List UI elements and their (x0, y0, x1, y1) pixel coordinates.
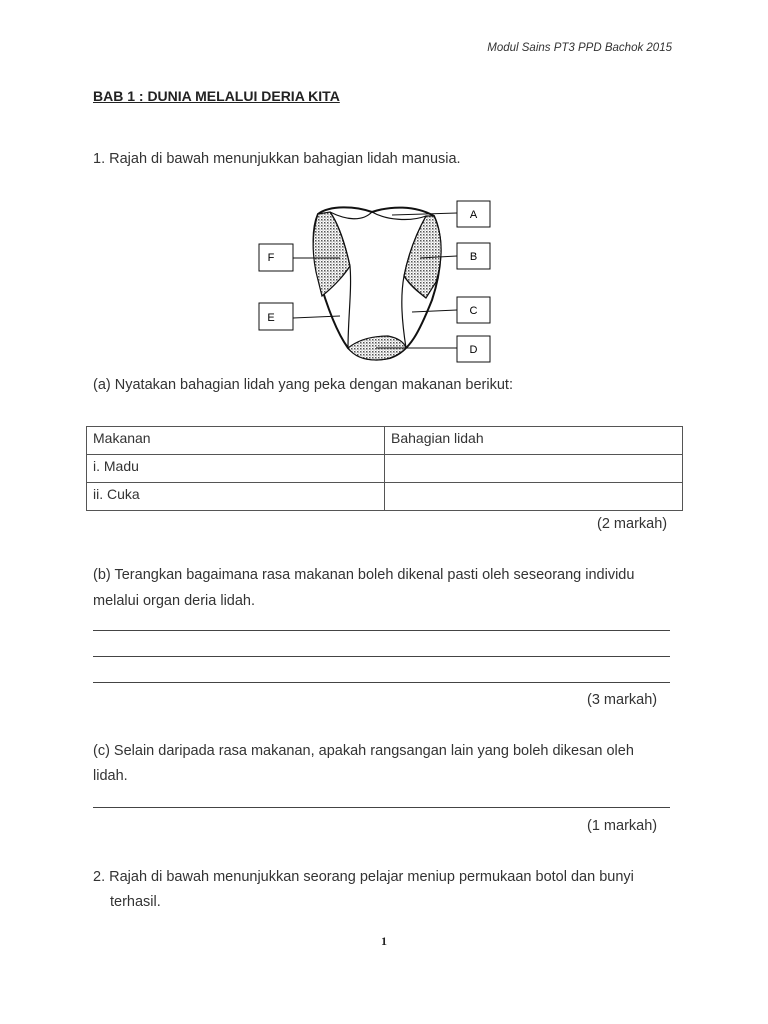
svg-text:F: F (267, 252, 275, 264)
table-row (87, 483, 683, 511)
page-header: Modul Sains PT3 PPD Bachok 2015 (487, 42, 672, 54)
answer-line[interactable] (93, 656, 670, 657)
table-header-row (87, 427, 683, 455)
table-header-cell: Bahagian lidah (385, 427, 683, 455)
label-box-b (457, 243, 490, 269)
table-cell-answer[interactable] (385, 483, 683, 511)
question-1a-stem: (a) Nyatakan bahagian lidah yang peka dengan makanan berikut: (93, 377, 513, 393)
question-1b-stem-line2: melalui organ deria lidah. (93, 593, 256, 609)
question-1b-stem-line1: (b) Terangkan bagaimana rasa makanan boleh dikenal pasti oleh seseorang individu (93, 567, 635, 583)
label-box-d (457, 336, 490, 362)
label-box-e (259, 303, 293, 330)
table-cell-answer[interactable] (385, 455, 683, 483)
marks-1c: (1 markah) (587, 818, 658, 834)
svg-text:A: A (469, 209, 478, 221)
answer-line[interactable] (93, 630, 670, 631)
marks-1a: (2 markah) (597, 516, 668, 532)
svg-text:E: E (267, 312, 275, 324)
page-number: 1 (381, 934, 387, 948)
label-box-f (259, 244, 293, 271)
question-1-stem: 1. Rajah di bawah menunjukkan bahagian lidah manusia. (93, 151, 461, 167)
chapter-title: BAB 1 : DUNIA MELALUI DERIA KITA (93, 88, 340, 104)
question-2-stem-line1: 2. Rajah di bawah menunjukkan seorang pelajar meniup permukaan botol dan bunyi (93, 869, 634, 885)
marks-1b: (3 markah) (587, 692, 658, 708)
table-cell-food: i. Madu (87, 455, 385, 483)
question-1c-stem-line1: (c) Selain daripada rasa makanan, apakah rangsangan lain yang boleh dikesan oleh (93, 743, 634, 759)
table-header-cell: Makanan (87, 427, 385, 455)
answer-table (86, 426, 683, 511)
answer-line[interactable] (93, 807, 670, 808)
svg-text:D: D (469, 344, 478, 356)
table-cell-food: ii. Cuka (87, 483, 385, 511)
label-box-a (457, 201, 490, 227)
answer-line[interactable] (93, 682, 670, 683)
label-box-c (457, 297, 490, 323)
svg-text:C: C (469, 305, 478, 317)
question-2-stem-line2: terhasil. (110, 894, 161, 910)
table-row (87, 455, 683, 483)
svg-text:B: B (469, 251, 478, 263)
question-1c-stem-line2: lidah. (93, 768, 128, 784)
tongue-diagram (250, 190, 500, 375)
